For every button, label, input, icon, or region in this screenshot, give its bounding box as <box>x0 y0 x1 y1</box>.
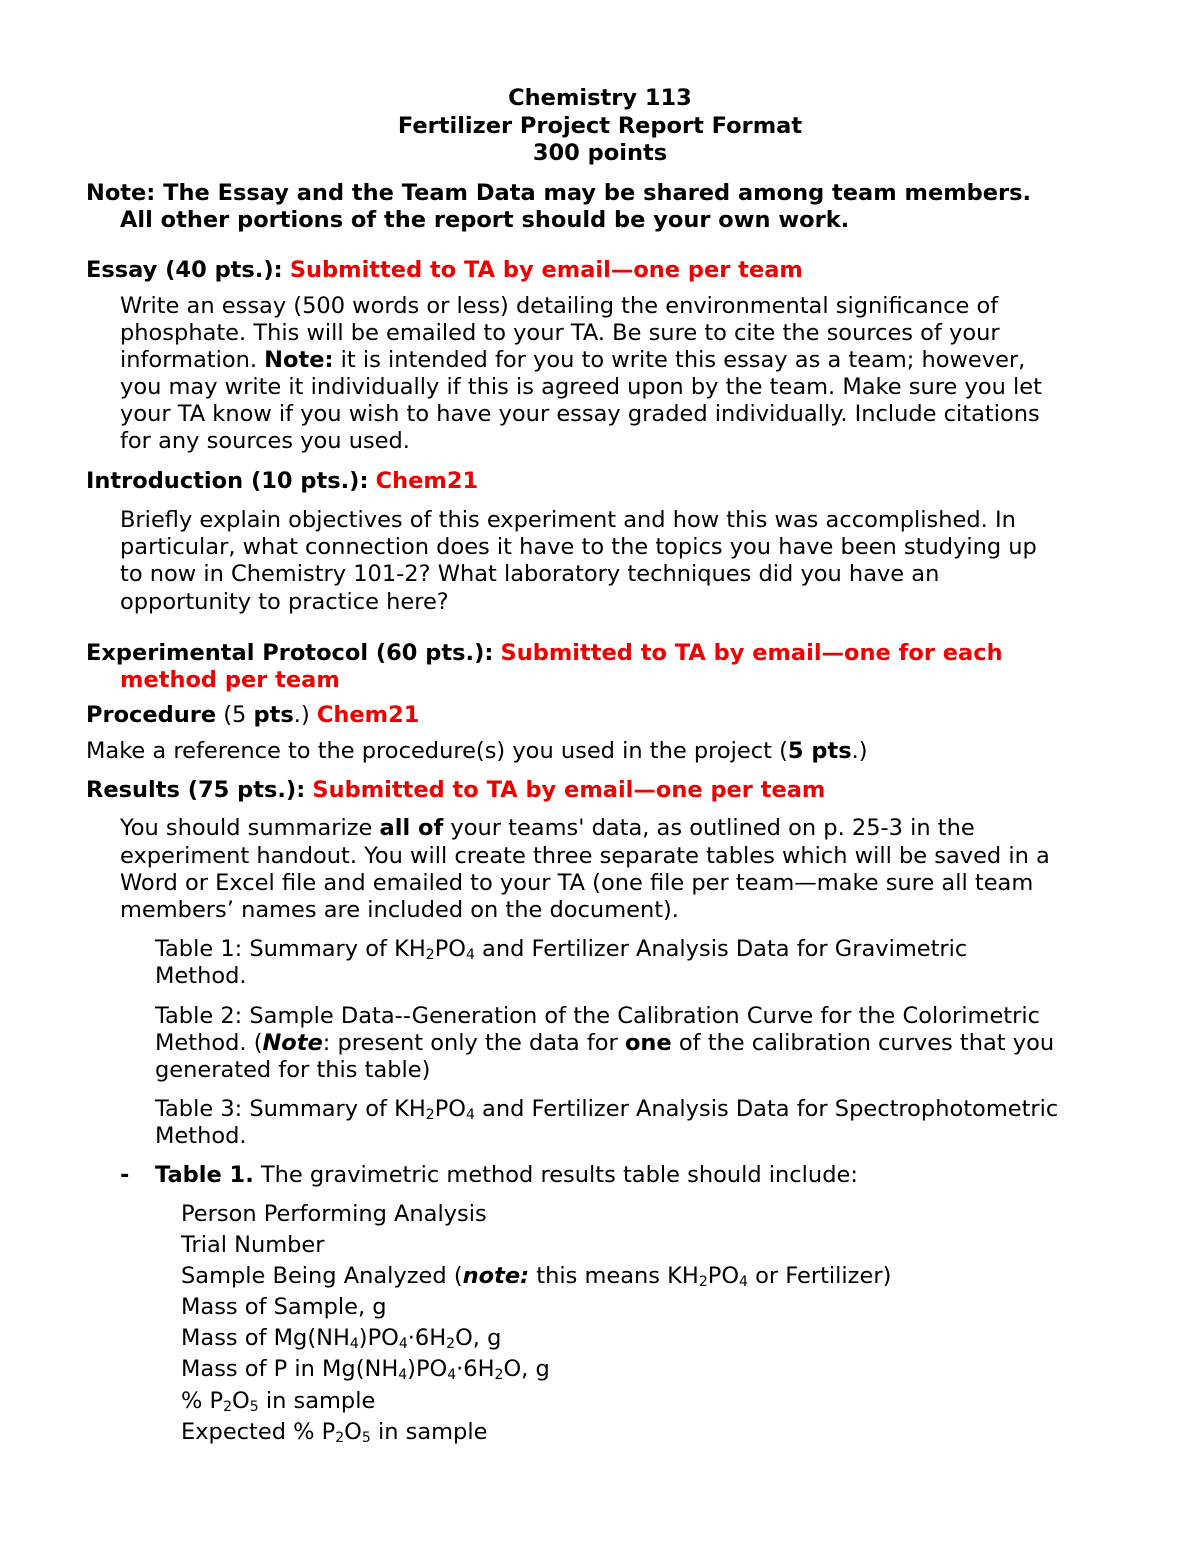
results-text-line: You should summarize all of your teams' data, as outlined on p. 25-3 in the <box>120 815 975 841</box>
essay-heading <box>86 256 803 284</box>
total-points: 300 points <box>532 140 668 166</box>
introduction-text-line: particular, what connection does it have to the topics you have been studying up <box>120 534 1037 560</box>
results-submission: Submitted to TA by email—one per team <box>312 777 826 803</box>
table-3-description: Table 3: Summary of $KH_2PO_4$ and Fertilizer Analysis Data for Spectrophotometric <box>155 1096 1059 1123</box>
list-item: Mass of $Mg(NH_4)PO_4\cdot 6H_2O$, g <box>181 1325 502 1352</box>
note-line-1: Note: The Essay and the Team Data may be shared among team members. <box>86 180 1032 206</box>
list-item: Mass of Sample, g <box>181 1294 387 1320</box>
protocol-heading: Experimental Protocol (60 pts.): Submitted to TA by email—one for each <box>86 640 1003 666</box>
introduction-heading: Introduction (10 pts.): Chem21 <box>86 468 479 494</box>
list-item: Sample Being Analyzed (note: this means $KH_2PO_4$ or Fertilizer) <box>181 1263 892 1290</box>
results-heading: Results (75 pts.): Submitted to TA by email—one per team <box>86 777 826 803</box>
table-2-description-cont: generated for this table) <box>155 1057 431 1083</box>
essay-text-line: Write an essay (500 words or less) detailing the environmental significance of <box>120 293 999 319</box>
table-3-description-cont: Method. <box>155 1123 247 1149</box>
table-2-description-cont: Method. (Note: present only the data for one of the calibration curves that you <box>155 1030 1055 1056</box>
procedure-text: Make a reference to the procedure(s) you used in the project (5 pts.) <box>86 738 868 764</box>
list-item: % $P_2O_5$ in sample <box>181 1388 376 1415</box>
results-text-line: Word or Excel file and emailed to your TA (one file per team—make sure all team <box>120 870 1034 896</box>
table-1-description: Table 1: Summary of $KH_2PO_4$ and Fertilizer Analysis Data for Gravimetric <box>155 936 968 963</box>
course-title: Chemistry 113 <box>508 85 692 111</box>
essay-text-line: information. Note: it is intended for you to write this essay as a team; however, <box>120 347 1026 373</box>
introduction-text-line: to now in Chemistry 101-2? What laboratory techniques did you have an <box>120 561 940 587</box>
essay-text-line: your TA know if you wish to have your essay graded individually. Include citations <box>120 401 1040 427</box>
essay-text-line: for any sources you used. <box>120 428 410 454</box>
table-2-description: Table 2: Sample Data--Generation of the Calibration Curve for the Colorimetric <box>155 1003 1040 1029</box>
essay-submission: Submitted to TA by email—one per team <box>289 257 803 283</box>
protocol-submission-cont: method per team <box>120 667 340 693</box>
protocol-submission: Submitted to TA by email—one for each <box>500 640 1003 666</box>
results-text-line: members’ names are included on the document). <box>120 897 679 923</box>
table-1-requirements: Table 1. The gravimetric method results table should include: <box>155 1162 858 1188</box>
list-item: Expected % $P_2O_5$ in sample <box>181 1419 488 1446</box>
introduction-text-line: opportunity to practice here? <box>120 589 449 615</box>
list-item: Mass of P in $Mg(NH_4)PO_4\cdot 6H_2O$, g <box>181 1356 550 1383</box>
essay-heading-label: Essay (40 pts.): <box>86 257 283 283</box>
table-1-description-cont: Method. <box>155 963 247 989</box>
results-text-line: experiment handout. You will create three separate tables which will be saved in a <box>120 843 1050 869</box>
introduction-location: Chem21 <box>375 468 479 494</box>
list-item: Person Performing Analysis <box>181 1201 487 1227</box>
essay-text-line: phosphate. This will be emailed to your TA. Be sure to cite the sources of your <box>120 320 1000 346</box>
procedure-location: Chem21 <box>316 702 420 728</box>
essay-text-line: you may write it individually if this is agreed upon by the team. Make sure you let <box>120 374 1042 400</box>
report-title: Fertilizer Project Report Format <box>397 113 803 139</box>
list-item: Trial Number <box>181 1232 325 1258</box>
procedure-heading: Procedure (5 pts.) Chem21 <box>86 702 420 728</box>
note-line-2: All other portions of the report should be your own work. <box>120 207 850 233</box>
introduction-text-line: Briefly explain objectives of this experiment and how this was accomplished. In <box>120 507 1016 533</box>
bullet-dash: - <box>120 1162 130 1188</box>
